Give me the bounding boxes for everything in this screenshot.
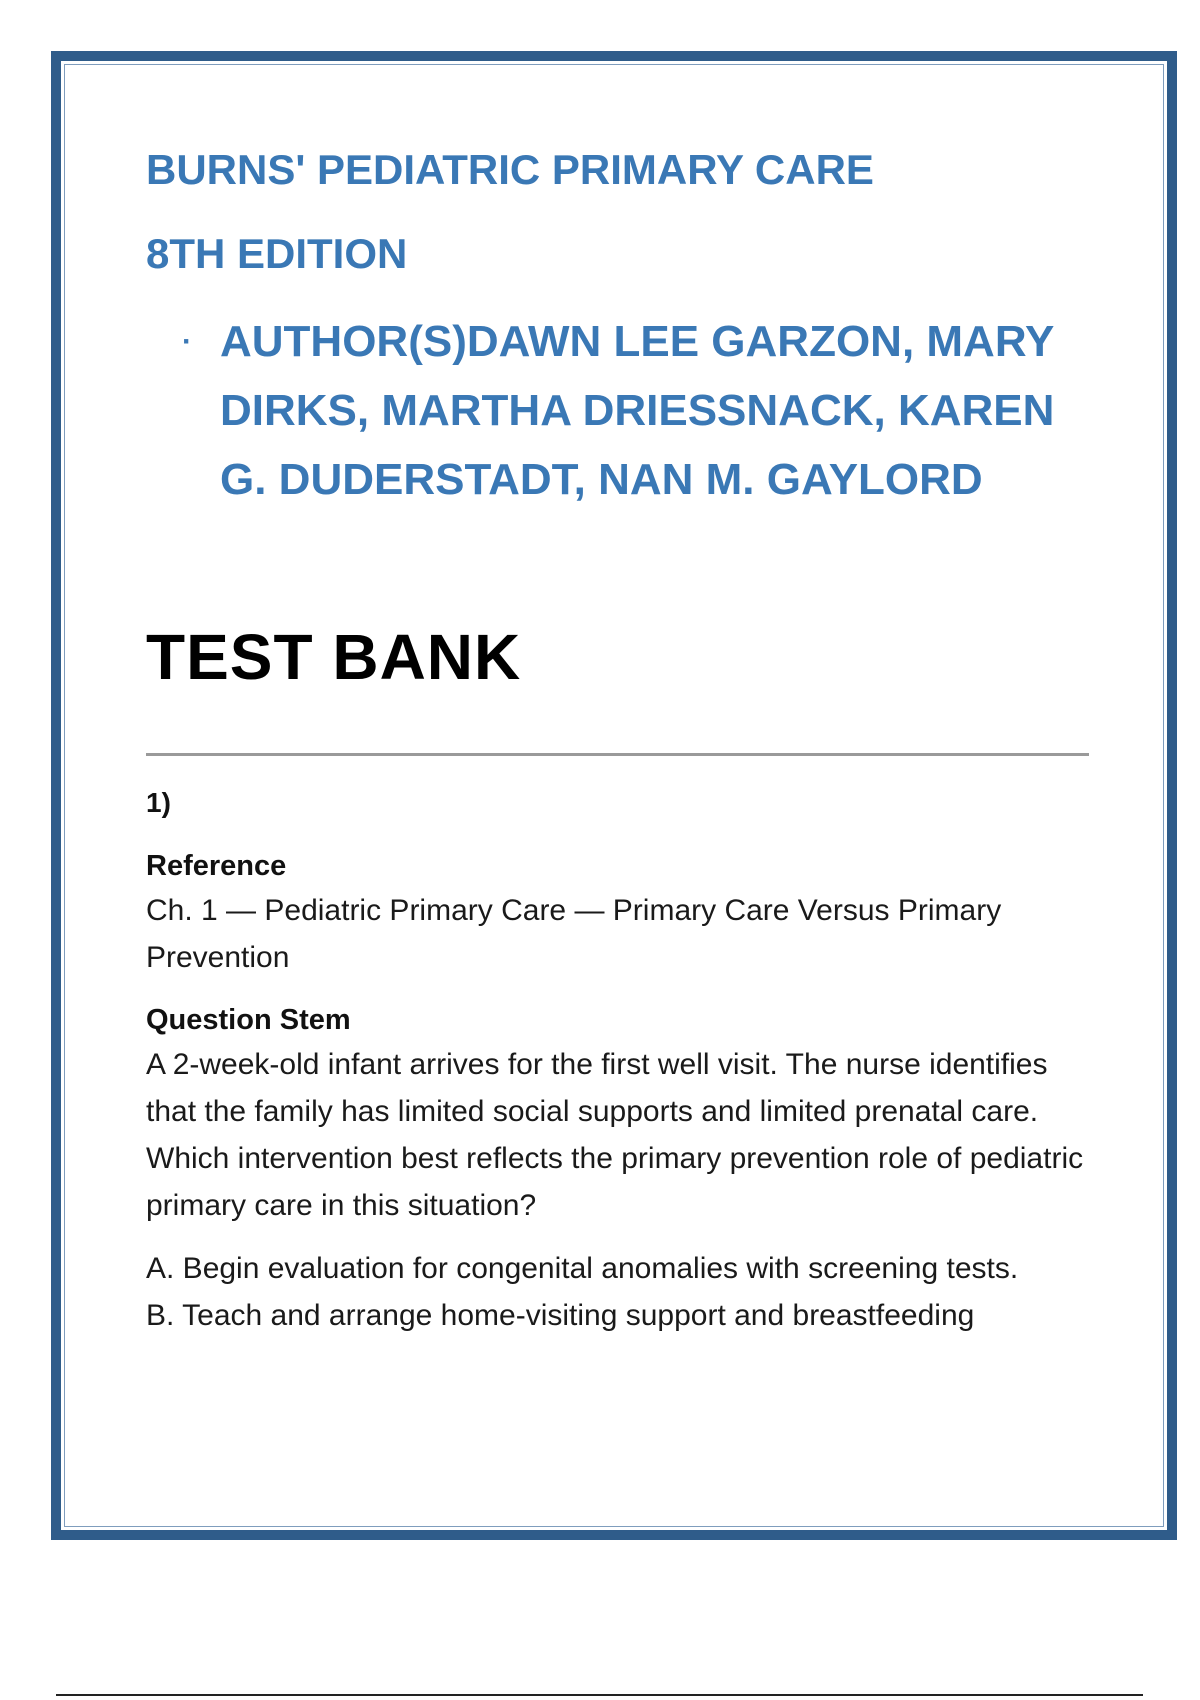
answer-option-a: A. Begin evaluation for congenital anomalies with screening tests. [146, 1252, 1019, 1285]
answer-options [146, 1245, 1086, 1339]
authors-text: AUTHOR(S)DAWN LEE GARZON, MARY DIRKS, MARTHA DRIESSNACK, KAREN G. DUDERSTADT, NAN M. GAYLORD [220, 317, 1055, 504]
document-content [146, 145, 1086, 1339]
test-bank-heading: TEST BANK [146, 621, 522, 693]
authors-list-item [182, 307, 1086, 514]
bullet-icon: · [182, 325, 192, 358]
reference-label: Reference [146, 850, 287, 882]
section-divider [146, 753, 1089, 756]
reference-text: Ch. 1 — Pediatric Primary Care — Primary Care Versus Primary Prevention [146, 894, 1002, 974]
book-title: BURNS' PEDIATRIC PRIMARY CARE [146, 146, 874, 193]
answer-option-b: B. Teach and arrange home-visiting support and breastfeeding [146, 1299, 975, 1332]
book-edition: 8TH EDITION [146, 230, 408, 277]
question-stem-label: Question Stem [146, 1004, 351, 1036]
question-stem-text: A 2-week-old infant arrives for the first well visit. The nurse identifies that the family has limited social supports and limited prenatal care. Which intervention best reflects the primary prevention role of pediatric primary care in this situation? [146, 1048, 1084, 1222]
page-bottom-rule [56, 1694, 1143, 1696]
question-number: 1) [146, 787, 171, 818]
